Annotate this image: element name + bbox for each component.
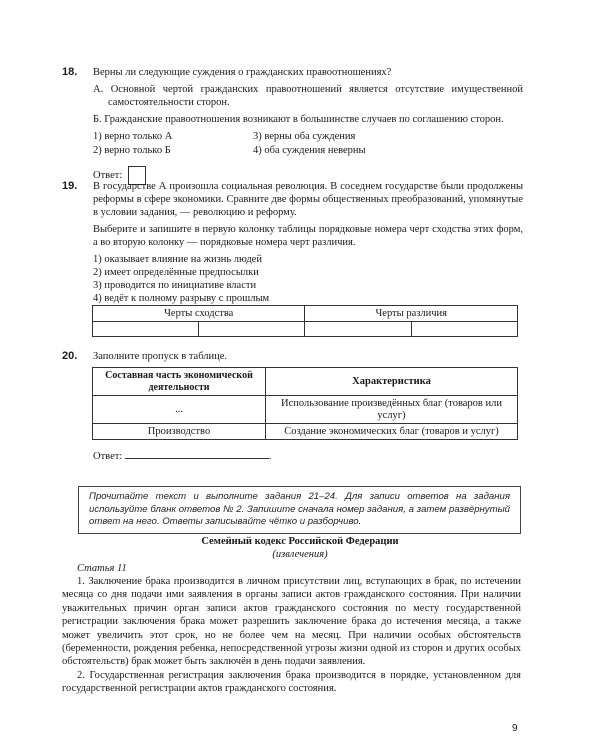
similar-cell-1[interactable] (93, 322, 199, 337)
question-20-number: 20. (62, 350, 78, 362)
question-19-task: Выберите и запишите в первую колонку таблицы порядковые номера черт сходства этих форм, а во вторую колонку — порядковые номера черт различия. (93, 224, 523, 248)
question-18 (93, 66, 523, 185)
question-19-intro: В государстве А произошла социальная революция. В соседнем государстве были продолжены реформы в сфере экономики. Сравните две формы общественных преобразований, упомянутые в условии задания, — революцию и реформу. (93, 181, 523, 218)
paragraph-1: 1. Заключение брака производится в личном присутствии лиц, вступающих в брак, по истечении месяца со дня подачи ими заявления в органы записи актов гражданского состояния. При наличии уважительных причин орган записи актов гражданского состояния по месту государственной регистрации заключения брака может разрешить заключение брака до истечения месяца, а также может увеличить этот срок, но не более чем на месяц. При наличии особых обстоятельств (беременности, рождения ребенка, непосредственной угрозы жизни одной из сторон и других особых обстоятельств) брак может быть заключён в день подачи заявления. (62, 576, 521, 668)
article-heading: Статья 11 (77, 563, 127, 574)
page-number: 9 (512, 723, 518, 734)
similar-cell-2[interactable] (199, 322, 305, 337)
economy-table (92, 367, 518, 440)
document-subtitle: (извлечения) (272, 549, 328, 560)
header-characteristic: Характеристика (266, 368, 518, 396)
option-4: 4) оба суждения неверны (253, 145, 366, 156)
features-list (93, 253, 523, 305)
characteristic-cell: Создание экономических благ (товаров и услуг) (266, 424, 518, 440)
col-similar-header: Черты сходства (93, 306, 305, 322)
answer-20-row: Ответ: . (93, 448, 273, 463)
feature-item: 1) оказывает влияние на жизнь людей (93, 254, 262, 265)
characteristic-cell: Использование произведённых благ (товаров или услуг) (266, 396, 518, 424)
feature-item: 4) ведёт к полному разрыву с прошлым (93, 293, 270, 304)
paragraph-2: 2. Государственная регистрация заключения брака производится в порядке, установленном для государственной регистрации актов гражданского состояния. (62, 669, 521, 695)
col-different-header: Черты различия (305, 306, 518, 322)
answer-20-label: Ответ: (93, 451, 123, 462)
different-cell-1[interactable] (305, 322, 411, 337)
question-18-text: Верны ли следующие суждения о гражданских правоотношениях? (93, 67, 392, 78)
question-19-number: 19. (62, 180, 78, 192)
different-cell-2[interactable] (411, 322, 517, 337)
document-title: Семейный кодекс Российской Федерации (201, 536, 399, 547)
document-body (62, 575, 521, 696)
options-grid (93, 130, 523, 157)
missing-part-cell[interactable]: ... (93, 396, 266, 424)
answer-20-line[interactable] (125, 448, 269, 459)
instructions-box: Прочитайте текст и выполните задания 21–24. Для записи ответов на задания используйте бланк ответов № 2. Запишите сначала номер задания, а затем развёрнутый ответ на него. Ответы записывайте чётко и разборчиво. (78, 486, 521, 534)
statement-a: А. Основной чертой гражданских правоотношений является отсутствие имущественной самостоятельности сторон. (93, 84, 523, 108)
part-cell: Производство (93, 424, 266, 440)
comparison-table (92, 305, 518, 337)
feature-item: 3) проводится по инициативе власти (93, 280, 257, 291)
option-3: 3) верны оба суждения (253, 131, 356, 142)
option-1: 1) верно только А (93, 131, 173, 142)
answer-label: Ответ: (93, 169, 123, 181)
question-20-task: Заполните пропуск в таблице. (93, 351, 228, 362)
question-19 (93, 180, 523, 305)
feature-item: 2) имеет определённые предпосылки (93, 267, 259, 278)
header-part: Составная часть экономической деятельности (93, 368, 266, 396)
question-18-number: 18. (62, 66, 78, 78)
option-2: 2) верно только Б (93, 145, 171, 156)
statement-b: Б. Гражданские правоотношения возникают в большинстве случаев по соглашению сторон. (93, 114, 504, 125)
